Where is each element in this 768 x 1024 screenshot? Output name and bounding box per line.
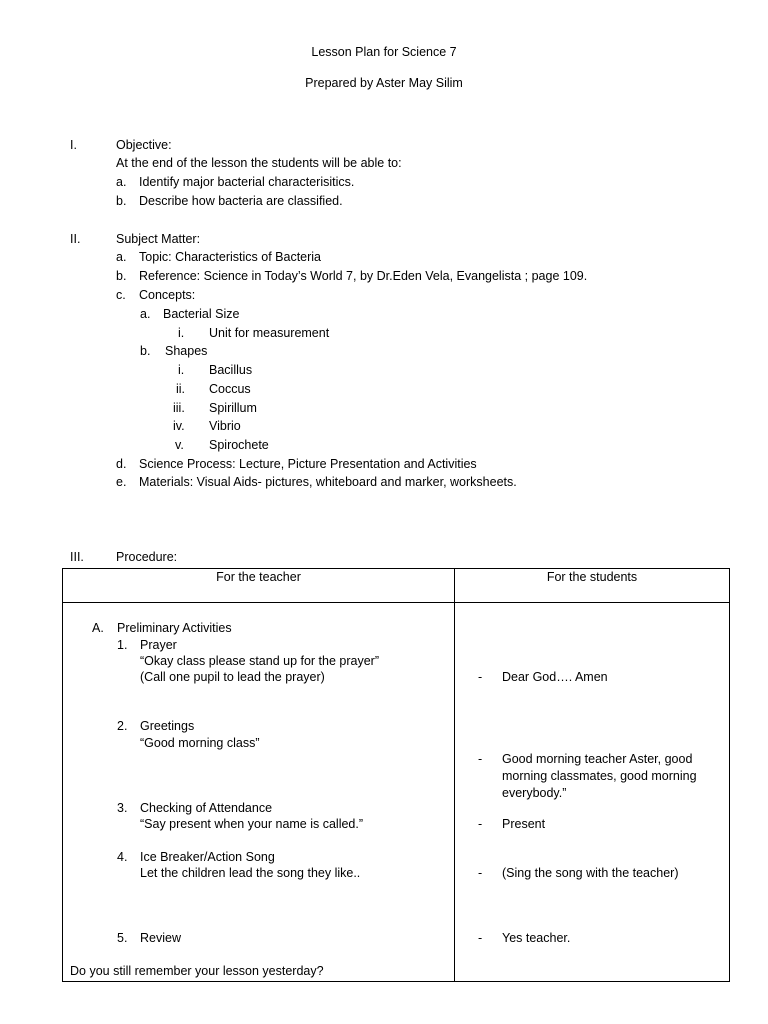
step-title: Prayer bbox=[140, 638, 177, 652]
student-response: morning classmates, good morning bbox=[502, 769, 697, 783]
list-marker: 4. bbox=[117, 850, 128, 864]
list-marker: a. bbox=[116, 250, 127, 264]
list-marker: a. bbox=[140, 307, 151, 321]
list-marker: a. bbox=[116, 175, 127, 189]
section-number: II. bbox=[70, 232, 81, 246]
section-heading: Subject Matter: bbox=[116, 232, 201, 246]
section-heading: Procedure: bbox=[116, 550, 178, 564]
topic-line: Topic: Characteristics of Bacteria bbox=[139, 250, 322, 264]
list-marker: - bbox=[478, 670, 483, 684]
review-question: Do you still remember your lesson yesterday? bbox=[70, 964, 324, 978]
student-response: Good morning teacher Aster, good bbox=[502, 752, 693, 766]
prepared-by: Prepared by Aster May Silim bbox=[305, 76, 463, 90]
list-marker: 2. bbox=[117, 719, 128, 733]
step-title: Checking of Attendance bbox=[140, 801, 273, 815]
objective-item: Describe how bacteria are classified. bbox=[139, 194, 343, 208]
step-line: Let the children lead the song they like.. bbox=[140, 866, 361, 880]
reference-line: Reference: Science in Today’s World 7, by Dr.Eden Vela, Evangelista ; page 109. bbox=[139, 269, 588, 283]
student-response: everybody.” bbox=[502, 786, 567, 800]
list-marker: i. bbox=[178, 363, 185, 377]
shape-item: Spirillum bbox=[209, 401, 257, 415]
concept-subitem: Unit for measurement bbox=[209, 326, 330, 340]
list-marker: b. bbox=[140, 344, 151, 358]
step-title: Review bbox=[140, 931, 181, 945]
list-marker: iv. bbox=[173, 419, 185, 433]
section-number: I. bbox=[70, 138, 77, 152]
table-row bbox=[63, 603, 730, 982]
list-marker: A. bbox=[92, 621, 104, 635]
list-marker: - bbox=[478, 752, 483, 766]
list-marker: iii. bbox=[173, 401, 185, 415]
step-title: Ice Breaker/Action Song bbox=[140, 850, 275, 864]
column-header-students: For the students bbox=[455, 569, 730, 603]
shape-item: Bacillus bbox=[209, 363, 253, 377]
objective-item: Identify major bacterial characterisitics. bbox=[139, 175, 355, 189]
shape-item: Spirochete bbox=[209, 438, 269, 452]
shape-item: Vibrio bbox=[209, 419, 241, 433]
list-marker: - bbox=[478, 817, 483, 831]
student-response: Yes teacher. bbox=[502, 931, 571, 945]
list-marker: ii. bbox=[176, 382, 186, 396]
step-line: (Call one pupil to lead the prayer) bbox=[140, 670, 325, 684]
student-response: Dear God…. Amen bbox=[502, 670, 608, 684]
shape-item: Coccus bbox=[209, 382, 251, 396]
document-title: Lesson Plan for Science 7 bbox=[311, 45, 457, 59]
table-header-row bbox=[63, 569, 730, 603]
step-line: “Okay class please stand up for the prayer” bbox=[140, 654, 380, 668]
list-marker: b. bbox=[116, 194, 127, 208]
objective-intro: At the end of the lesson the students will be able to: bbox=[116, 156, 402, 170]
step-title: Greetings bbox=[140, 719, 195, 733]
process-line: Science Process: Lecture, Picture Presentation and Activities bbox=[139, 457, 477, 471]
list-marker: - bbox=[478, 866, 483, 880]
concept-item: Shapes bbox=[165, 344, 208, 358]
students-cell bbox=[455, 603, 730, 982]
list-marker: 1. bbox=[117, 638, 128, 652]
list-marker: v. bbox=[175, 438, 184, 452]
column-header-teacher: For the teacher bbox=[63, 569, 455, 603]
procedure-table bbox=[62, 568, 730, 982]
section-number: III. bbox=[70, 550, 84, 564]
activity-section: Preliminary Activities bbox=[117, 621, 232, 635]
list-marker: 5. bbox=[117, 931, 128, 945]
teacher-cell bbox=[63, 603, 455, 982]
list-marker: c. bbox=[116, 288, 126, 302]
list-marker: e. bbox=[116, 475, 127, 489]
student-response: (Sing the song with the teacher) bbox=[502, 866, 679, 880]
student-response: Present bbox=[502, 817, 546, 831]
list-marker: b. bbox=[116, 269, 127, 283]
step-line: “Say present when your name is called.” bbox=[140, 817, 364, 831]
list-marker: - bbox=[478, 931, 483, 945]
list-marker: 3. bbox=[117, 801, 128, 815]
concepts-label: Concepts: bbox=[139, 288, 196, 302]
list-marker: i. bbox=[178, 326, 185, 340]
materials-line: Materials: Visual Aids- pictures, whiteboard and marker, worksheets. bbox=[139, 475, 517, 489]
list-marker: d. bbox=[116, 457, 127, 471]
step-line: “Good morning class” bbox=[140, 736, 260, 750]
concept-item: Bacterial Size bbox=[163, 307, 240, 321]
section-heading: Objective: bbox=[116, 138, 172, 152]
